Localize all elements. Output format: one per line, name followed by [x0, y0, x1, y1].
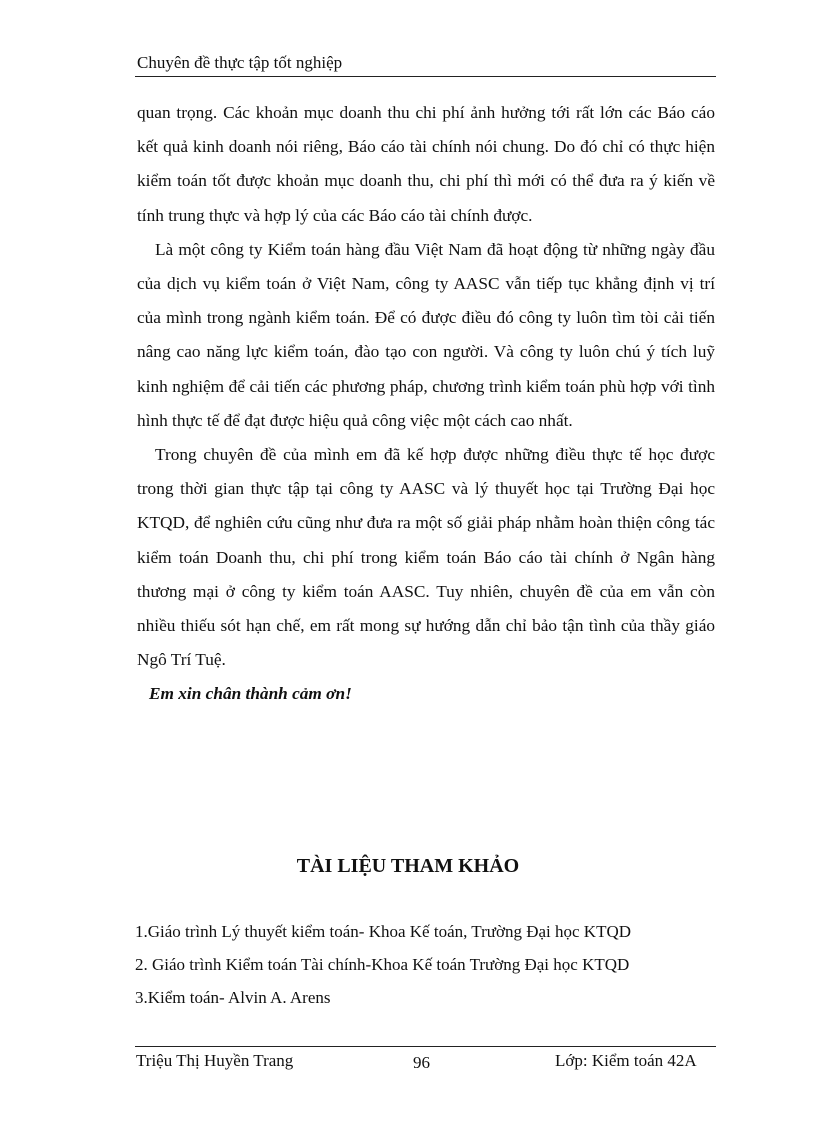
body-text — [137, 96, 715, 712]
paragraph: Trong chuyên đề của mình em đã kế hợp được những điều thực tế học được trong thời gian thực tập tại công ty AASC và lý thuyết học tại Trường Đại học KTQD, để nghiên cứu cũng như đưa ra một số giải pháp nhằm hoàn thiện công tác kiểm toán Doanh thu, chi phí trong kiểm toán Báo cáo tài chính ở Ngân hàng thương mại ở công ty kiểm toán AASC. Tuy nhiên, chuyên đề của em vẫn còn nhiều thiếu sót hạn chế, em rất mong sự hướng dẫn chỉ bảo tận tình của thầy giáo Ngô Trí Tuệ. — [137, 445, 715, 670]
page-number: 96 — [413, 1053, 430, 1072]
reference-item: 3.Kiểm toán- Alvin A. Arens — [135, 988, 331, 1007]
paragraph: Là một công ty Kiểm toán hàng đầu Việt Nam đã hoạt động từ những ngày đầu của dịch vụ kiểm toán ở Việt Nam, công ty AASC vẫn tiếp tục khẳng định vị trí của mình trong ngành kiểm toán. Để có được điều đó công ty luôn tìm tòi cải tiến nâng cao năng lực kiểm toán, đào tạo con người. Và công ty luôn chú ý tích luỹ kinh nghiệm để cải tiến các phương pháp, chương trình kiểm toán phù hợp với tình hình thực tế để đạt được hiệu quả công việc một cách cao nhất. — [137, 239, 715, 430]
paragraph: quan trọng. Các khoản mục doanh thu chi phí ảnh hưởng tới rất lớn các Báo cáo kết quả kinh doanh nói riêng, Báo cáo tài chính nói chung. Do đó chỉ có thực hiện kiểm toán tốt được khoản mục doanh thu, chi phí thì mới có thể đưa ra ý kiến về tính trung thực và hợp lý của các Báo cáo tài chính được. — [137, 103, 715, 225]
reference-item: 2. Giáo trình Kiểm toán Tài chính-Khoa Kế toán Trường Đại học KTQD — [135, 955, 630, 974]
footer-class-label: Lớp: Kiểm toán 42A — [555, 1051, 697, 1070]
closing-line: Em xin chân thành cảm ơn! — [149, 684, 352, 704]
header-title: Chuyên đề thực tập tốt nghiệp — [137, 53, 343, 72]
references-list — [135, 915, 725, 1014]
footer-author: Triệu Thị Huyền Trang — [136, 1051, 294, 1070]
header-divider — [135, 76, 716, 77]
references-heading: TÀI LIỆU THAM KHẢO — [296, 855, 520, 877]
reference-item: 1.Giáo trình Lý thuyết kiểm toán- Khoa Kế toán, Trường Đại học KTQD — [135, 922, 632, 941]
footer-divider — [135, 1046, 716, 1047]
